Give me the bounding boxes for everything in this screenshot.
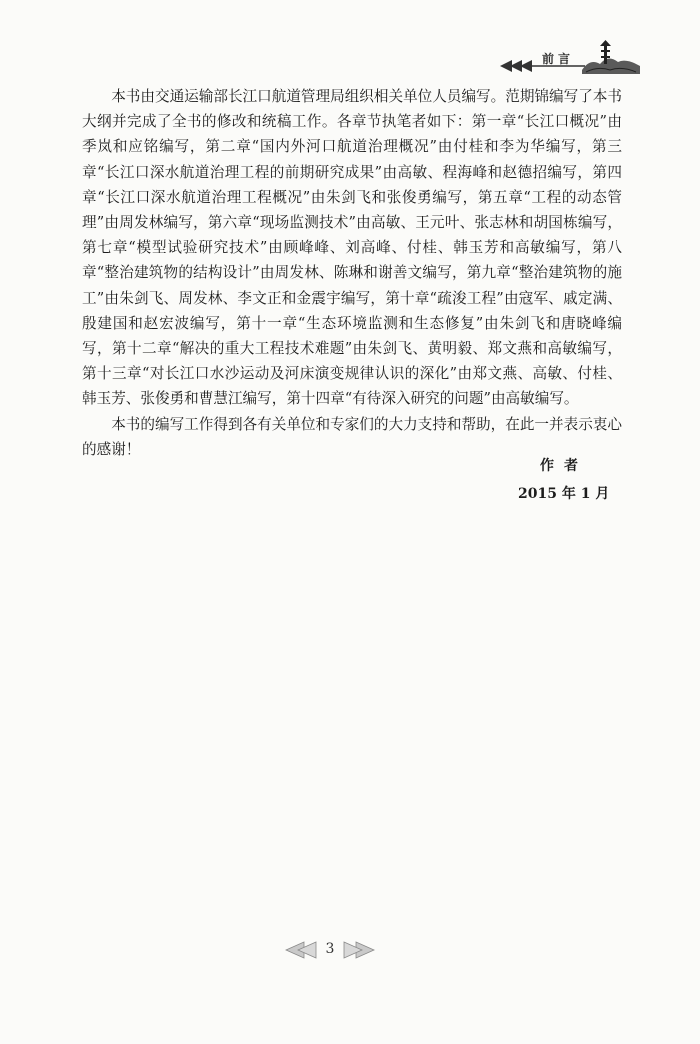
signature-author: 作者 [540, 458, 588, 474]
preface-body [82, 84, 622, 462]
page-number: 3 [325, 941, 335, 957]
running-header [490, 36, 660, 80]
page-footer [284, 940, 376, 960]
paragraph-1: 本书由交通运输部长江口航道管理局组织相关单位人员编写。范期锦编写了本书大纲并完成了全书的修改和统稿工作。各章节执笔者如下：第一章“长江口概况”由季岚和应铭编写，第二章“国内外河口航道治理概况”由付桂和李为华编写，第三章“长江口深水航道治理工程的前期研究成果”由高敏、程海峰和赵德招编写，第四章“长江口深水航道治理工程概况”由朱剑飞和张俊勇编写，第五章“工程的动态管理”由周发林编写，第六章“现场监测技术”由高敏、王元叶、张志林和胡国栋编写，第七章“模型试验研究技术”由顾峰峰、刘高峰、付桂、韩玉芳和高敏编写，第八章“整治建筑物的结构设计”由周发林、陈琳和谢善文编写，第九章“整治建筑物的施工”由朱剑飞、周发林、李文正和金震宇编写，第十章“疏浚工程”由寇军、戚定满、殷建国和赵宏波编写，第十一章“生态环境监测和生态修复”由朱剑飞和唐晓峰编写，第十二章“解决的重大工程技术难题”由朱剑飞、黄明毅、郑文燕和高敏编写，第十三章“对长江口水沙运动及河床演变规律认识的深化”由郑文燕、高敏、付桂、韩玉芳、张俊勇和曹慧江编写，第十四章“有待深入研究的问题”由高敏编写。 [82, 88, 622, 408]
header-title: 前言 [542, 52, 575, 66]
header-ornament-icon [490, 36, 660, 80]
signature-date: 2015 年 1 月 [518, 486, 610, 502]
paragraph-2: 本书的编写工作得到各有关单位和专家们的大力支持和帮助，在此一并表示衷心的感谢！ [82, 415, 622, 458]
signature-block [488, 452, 628, 508]
